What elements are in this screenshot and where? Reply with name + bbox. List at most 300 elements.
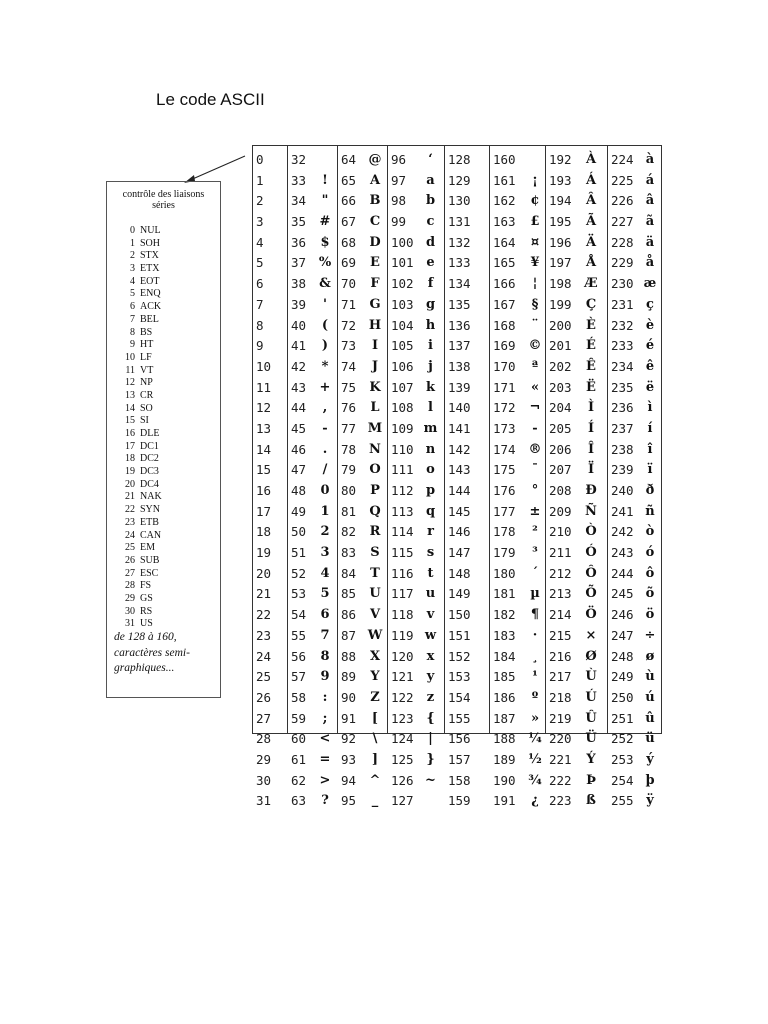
- code-number: 191: [493, 793, 516, 809]
- code-cell: [338, 605, 387, 626]
- code-cell: [546, 543, 607, 564]
- code-cell: [388, 378, 444, 399]
- note-line: graphiques...: [114, 662, 175, 674]
- code-column: [253, 146, 287, 809]
- code-character: l: [428, 400, 433, 416]
- code-number: 110: [391, 441, 414, 457]
- code-number: 50: [291, 524, 307, 540]
- code-character: L: [370, 400, 380, 416]
- code-number: 69: [341, 255, 357, 271]
- control-code-item: [121, 288, 162, 301]
- control-code-number: 13: [125, 389, 135, 401]
- code-character: ÷: [644, 627, 656, 643]
- code-number: 1: [256, 172, 264, 188]
- code-number: 236: [611, 400, 634, 416]
- control-codes-list: [121, 225, 162, 631]
- code-number: 131: [448, 214, 471, 230]
- code-number: 12: [256, 400, 272, 416]
- code-cell: [490, 191, 545, 212]
- code-number: 132: [448, 234, 471, 250]
- code-cell: [445, 295, 489, 316]
- code-cell: [546, 419, 607, 440]
- code-cell: [288, 543, 337, 564]
- code-cell: [388, 750, 444, 771]
- code-cell: [445, 212, 489, 233]
- code-character: v: [426, 607, 435, 623]
- code-number: 42: [291, 358, 307, 374]
- code-cell: [253, 667, 287, 688]
- code-number: 212: [549, 565, 572, 581]
- code-cell: [546, 626, 607, 647]
- code-character: Ó: [585, 545, 597, 561]
- code-cell: [490, 626, 545, 647]
- code-character: ': [323, 296, 327, 312]
- control-code-item: [121, 390, 162, 403]
- code-character: ã: [645, 214, 655, 230]
- control-code-number: 24: [125, 529, 135, 541]
- code-number: 73: [341, 338, 357, 354]
- code-cell: [490, 771, 545, 792]
- code-character: ©: [528, 338, 542, 354]
- code-cell: [253, 564, 287, 585]
- control-code-item: [121, 530, 162, 543]
- code-character: è: [645, 317, 655, 333]
- code-cell: [253, 543, 287, 564]
- code-cell: [546, 150, 607, 171]
- control-code-item: [121, 466, 162, 479]
- control-code-name: BEL: [140, 313, 159, 325]
- code-number: 128: [448, 152, 471, 167]
- code-character: ]: [371, 751, 379, 767]
- code-number: 161: [493, 172, 516, 188]
- code-cell: [338, 460, 387, 481]
- code-cell: [338, 522, 387, 543]
- control-code-item: [121, 225, 162, 238]
- code-number: 229: [611, 255, 634, 271]
- control-code-number: 18: [125, 453, 135, 465]
- code-number: 169: [493, 338, 516, 354]
- code-cell: [253, 336, 287, 357]
- control-code-name: DC2: [140, 453, 159, 465]
- code-number: 211: [549, 545, 572, 561]
- code-cell: [253, 709, 287, 730]
- control-code-number: 25: [125, 542, 135, 554]
- code-character: ¨: [531, 317, 539, 333]
- code-cell: [608, 647, 661, 668]
- code-number: 240: [611, 483, 634, 498]
- code-cell: [288, 378, 337, 399]
- code-character: ): [321, 338, 329, 354]
- code-number: 126: [391, 772, 414, 788]
- code-number: 23: [256, 627, 272, 643]
- code-cell: [490, 398, 545, 419]
- code-number: 221: [549, 751, 572, 767]
- code-cell: [388, 667, 444, 688]
- code-cell: [546, 729, 607, 750]
- code-cell: [546, 584, 607, 605]
- code-cell: [338, 357, 387, 378]
- code-cell: [490, 419, 545, 440]
- code-cell: [445, 357, 489, 378]
- code-character: Û: [585, 710, 597, 726]
- code-number: 185: [493, 669, 516, 685]
- code-number: 162: [493, 193, 516, 209]
- code-character: 4: [320, 565, 330, 581]
- code-number: 231: [611, 296, 634, 312]
- code-character: c: [426, 214, 435, 230]
- code-cell: [338, 440, 387, 461]
- code-number: 238: [611, 441, 634, 457]
- code-cell: [546, 316, 607, 337]
- code-cell: [253, 460, 287, 481]
- code-cell: [445, 791, 489, 812]
- code-character: &: [319, 276, 331, 292]
- code-cell: [608, 502, 661, 523]
- code-number: 254: [611, 772, 634, 788]
- code-cell: [608, 398, 661, 419]
- code-cell: [546, 791, 607, 812]
- code-number: 70: [341, 276, 357, 292]
- code-character: å: [645, 255, 655, 271]
- code-number: 250: [611, 689, 634, 705]
- code-cell: [288, 253, 337, 274]
- code-cell: [490, 564, 545, 585]
- code-character: |: [428, 731, 433, 747]
- code-character: æ: [643, 276, 657, 292]
- code-character: ?: [321, 793, 329, 809]
- code-cell: [253, 440, 287, 461]
- code-cell: [388, 253, 444, 274]
- control-code-number: 30: [125, 605, 135, 617]
- control-code-name: EOT: [140, 275, 160, 287]
- code-cell: [338, 398, 387, 419]
- code-character: û: [645, 710, 655, 726]
- code-number: 57: [291, 669, 307, 685]
- code-number: 239: [611, 462, 634, 478]
- code-cell: [388, 191, 444, 212]
- code-character: ç: [646, 296, 654, 312]
- code-number: 25: [256, 669, 272, 685]
- code-cell: [445, 233, 489, 254]
- code-character: ñ: [645, 503, 655, 519]
- code-cell: [445, 750, 489, 771]
- code-number: 159: [448, 793, 471, 809]
- code-character: Q: [369, 503, 381, 519]
- code-number: 219: [549, 710, 572, 726]
- code-character: ³: [532, 545, 538, 561]
- code-character: {: [426, 710, 435, 726]
- control-code-item: [121, 314, 162, 327]
- code-cell: [490, 357, 545, 378]
- code-number: 175: [493, 462, 516, 478]
- code-number: 188: [493, 731, 516, 747]
- code-cell: [490, 460, 545, 481]
- code-cell: [608, 316, 661, 337]
- code-number: 86: [341, 607, 357, 623]
- code-number: 156: [448, 731, 471, 747]
- code-character: ¼: [528, 731, 542, 747]
- code-cell: [388, 357, 444, 378]
- code-number: 165: [493, 255, 516, 271]
- code-character: Ü: [585, 731, 597, 747]
- code-cell: [338, 233, 387, 254]
- code-number: 74: [341, 358, 357, 374]
- code-cell: [288, 750, 337, 771]
- code-number: 183: [493, 627, 516, 643]
- code-cell: [388, 212, 444, 233]
- code-character: t: [427, 565, 434, 581]
- control-code-item: [121, 555, 162, 568]
- code-number: 65: [341, 172, 357, 188]
- code-cell: [388, 647, 444, 668]
- code-character: *: [321, 358, 329, 374]
- code-number: 218: [549, 689, 572, 705]
- note-line: caractères semi-: [114, 646, 190, 659]
- code-number: 60: [291, 731, 307, 747]
- code-character: Y: [370, 669, 380, 685]
- code-cell: [253, 729, 287, 750]
- code-number: 88: [341, 648, 357, 664]
- code-character: r: [427, 524, 434, 540]
- code-number: 87: [341, 627, 357, 643]
- code-cell: [490, 481, 545, 502]
- code-character: ": [321, 193, 329, 209]
- code-number: 147: [448, 545, 471, 561]
- code-number: 82: [341, 524, 357, 540]
- code-cell: [253, 750, 287, 771]
- code-character: Ý: [586, 751, 596, 767]
- code-cell: [546, 605, 607, 626]
- code-character: ´: [531, 565, 539, 581]
- code-character: h: [425, 317, 436, 333]
- code-number: 19: [256, 545, 272, 561]
- code-character: a: [426, 172, 435, 188]
- code-character: H: [368, 317, 382, 333]
- code-number: 123: [391, 710, 414, 726]
- code-character: (: [321, 317, 329, 333]
- code-number: 31: [256, 793, 272, 809]
- code-cell: [546, 253, 607, 274]
- code-character: :: [322, 689, 328, 705]
- code-character: Ê: [586, 358, 596, 374]
- control-code-number: 3: [130, 263, 135, 275]
- control-code-number: 27: [125, 567, 135, 579]
- code-character: J: [371, 358, 379, 374]
- code-cell: [253, 502, 287, 523]
- code-cell: [338, 584, 387, 605]
- code-number: 227: [611, 214, 634, 230]
- code-number: 135: [448, 296, 471, 312]
- code-character: i: [428, 338, 433, 354]
- code-cell: [445, 150, 489, 171]
- code-character: ¿: [531, 793, 539, 809]
- code-character: Å: [585, 255, 597, 271]
- control-code-item: [121, 250, 162, 263]
- code-number: 197: [549, 255, 572, 271]
- control-code-name: HT: [140, 339, 154, 351]
- code-character: U: [369, 586, 381, 602]
- code-character: !: [322, 172, 328, 188]
- code-cell: [445, 709, 489, 730]
- control-code-name: EM: [140, 542, 155, 554]
- code-cell: [388, 605, 444, 626]
- code-cell: [490, 543, 545, 564]
- code-character: Ò: [585, 524, 597, 540]
- control-code-number: 1: [130, 237, 135, 249]
- code-number: 115: [391, 545, 414, 561]
- code-cell: [338, 791, 387, 812]
- code-cell: [288, 667, 337, 688]
- code-number: 52: [291, 565, 307, 581]
- code-character: p: [425, 483, 436, 498]
- code-character: ü: [645, 731, 655, 747]
- code-character: e: [426, 255, 435, 271]
- code-cell: [608, 191, 661, 212]
- code-cell: [608, 688, 661, 709]
- code-cell: [445, 729, 489, 750]
- code-cell: [546, 709, 607, 730]
- code-cell: [338, 212, 387, 233]
- code-character: í: [647, 420, 653, 436]
- control-code-number: 2: [130, 250, 135, 262]
- code-cell: [608, 564, 661, 585]
- code-column: [444, 146, 489, 809]
- code-cell: [445, 771, 489, 792]
- code-number: 242: [611, 524, 634, 540]
- code-number: 41: [291, 338, 307, 354]
- code-character: d: [425, 234, 436, 250]
- code-character: ¹: [532, 669, 538, 685]
- control-code-name: ACK: [140, 301, 162, 313]
- code-character: ô: [645, 565, 655, 581]
- code-number: 143: [448, 462, 471, 478]
- code-character: Z: [370, 689, 380, 705]
- control-code-item: [121, 276, 162, 289]
- code-cell: [546, 191, 607, 212]
- code-character: F: [370, 276, 380, 292]
- code-number: 170: [493, 358, 516, 374]
- code-character: ú: [645, 689, 655, 705]
- control-code-name: LF: [140, 351, 152, 363]
- code-cell: [253, 212, 287, 233]
- control-code-number: 10: [125, 351, 135, 363]
- code-character: ë: [645, 379, 655, 395]
- code-number: 112: [391, 483, 414, 498]
- code-cell: [608, 233, 661, 254]
- code-cell: [388, 584, 444, 605]
- code-cell: [388, 522, 444, 543]
- code-character: g: [425, 296, 436, 312]
- control-code-item: [121, 479, 162, 492]
- code-number: 177: [493, 503, 516, 519]
- code-cell: [490, 729, 545, 750]
- code-number: 247: [611, 627, 634, 643]
- code-number: 39: [291, 296, 307, 312]
- code-number: 96: [391, 152, 407, 167]
- code-number: 217: [549, 669, 572, 685]
- code-number: 22: [256, 607, 272, 623]
- code-cell: [288, 419, 337, 440]
- code-cell: [253, 378, 287, 399]
- code-number: 249: [611, 669, 634, 685]
- code-cell: [288, 791, 337, 812]
- code-cell: [288, 564, 337, 585]
- code-number: 113: [391, 503, 414, 519]
- code-character: 6: [320, 607, 330, 623]
- code-number: 76: [341, 400, 357, 416]
- control-code-item: [121, 517, 162, 530]
- code-number: 51: [291, 545, 307, 561]
- code-cell: [288, 729, 337, 750]
- control-code-number: 21: [125, 491, 135, 503]
- code-character: ^: [369, 772, 381, 788]
- code-character: Ñ: [585, 503, 597, 519]
- control-code-name: SOH: [140, 237, 161, 249]
- code-number: 152: [448, 648, 471, 664]
- code-cell: [445, 667, 489, 688]
- code-cell: [445, 605, 489, 626]
- code-cell: [338, 481, 387, 502]
- code-number: 3: [256, 214, 264, 230]
- code-number: 33: [291, 172, 307, 188]
- code-cell: [490, 274, 545, 295]
- code-character: à: [645, 152, 655, 167]
- code-character: D: [369, 234, 381, 250]
- code-character: ä: [645, 234, 655, 250]
- control-code-number: 8: [130, 326, 135, 338]
- code-cell: [253, 419, 287, 440]
- code-character: K: [369, 379, 381, 395]
- code-number: 224: [611, 152, 634, 167]
- code-character: ¾: [528, 772, 542, 788]
- code-character: \: [372, 731, 378, 747]
- code-cell: [338, 336, 387, 357]
- code-number: 68: [341, 234, 357, 250]
- code-number: 32: [291, 152, 307, 167]
- code-character: ;: [322, 710, 328, 726]
- code-number: 80: [341, 483, 357, 498]
- code-cell: [288, 336, 337, 357]
- code-cell: [288, 191, 337, 212]
- code-cell: [253, 522, 287, 543]
- control-code-name: SO: [140, 402, 153, 414]
- code-number: 248: [611, 648, 634, 664]
- code-character: î: [647, 441, 653, 457]
- code-cell: [253, 626, 287, 647]
- code-character: 7: [320, 627, 330, 643]
- code-cell: [608, 667, 661, 688]
- control-code-name: CAN: [140, 529, 162, 541]
- code-cell: [288, 357, 337, 378]
- code-cell: [253, 316, 287, 337]
- code-cell: [288, 605, 337, 626]
- code-cell: [445, 398, 489, 419]
- code-character: ¤: [530, 234, 540, 250]
- code-number: 244: [611, 565, 634, 581]
- code-character: M: [367, 420, 383, 436]
- code-character: 0: [320, 483, 330, 498]
- code-cell: [253, 191, 287, 212]
- code-character: ‘: [428, 152, 433, 167]
- code-number: 21: [256, 586, 272, 602]
- code-number: 166: [493, 276, 516, 292]
- code-number: 94: [341, 772, 357, 788]
- code-cell: [490, 584, 545, 605]
- code-number: 173: [493, 420, 516, 436]
- code-cell: [546, 212, 607, 233]
- code-character: Â: [585, 193, 597, 209]
- code-number: 62: [291, 772, 307, 788]
